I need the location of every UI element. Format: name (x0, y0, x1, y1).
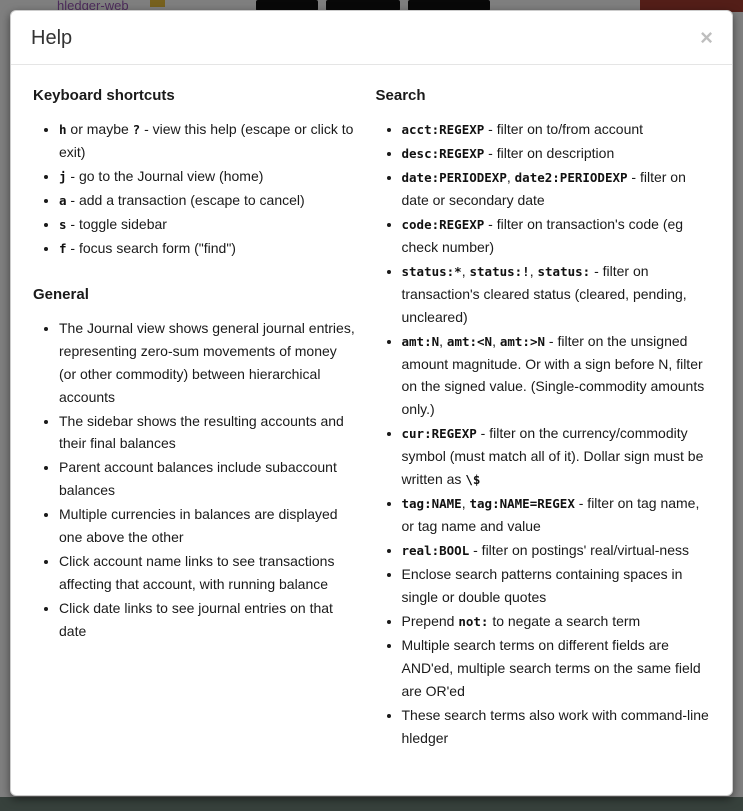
inline-text: Click account name links to see transactions affecting that account, with running balance (59, 553, 335, 593)
section-heading-general: General (33, 285, 89, 303)
section-heading-search: Search (375, 87, 426, 104)
modal-body (11, 65, 732, 780)
inline-text: Parent account balances include subaccount balances (59, 459, 337, 499)
column-right (372, 75, 713, 760)
search-list (374, 118, 713, 750)
inline-code: date2:PERIODEXP (514, 169, 628, 185)
list-item (402, 142, 713, 165)
list-item (402, 166, 713, 212)
list-item (59, 456, 356, 502)
inline-text: - filter on transaction's code (eg check number) (401, 215, 684, 255)
inline-text: The Journal view shows general journal entries, representing zero-sum movements of money (or other commodity) between hierarchical accounts (59, 319, 355, 405)
list-item (59, 237, 356, 260)
keyboard-shortcuts-list (31, 118, 356, 260)
inline-code: desc:REGEXP (401, 145, 485, 161)
modal-title: Help (31, 27, 73, 49)
list-item (402, 260, 713, 329)
inline-text: - filter on description (484, 144, 615, 161)
general-list (31, 317, 356, 643)
inline-text: Enclose search patterns containing spaces in single or double quotes (401, 566, 683, 606)
list-item (402, 704, 713, 750)
inline-code: status:! (469, 263, 530, 279)
list-item (402, 330, 713, 422)
list-item (59, 550, 356, 596)
inline-text: - filter on tag name, or tag name and value (401, 495, 700, 535)
inline-code: \$ (465, 472, 481, 488)
help-modal (10, 10, 733, 796)
inline-code: not: (458, 614, 489, 630)
inline-code: tag:NAME (401, 496, 462, 512)
inline-text: Multiple search terms on different fields are AND'ed, multiple search terms on the same field are OR'ed (401, 636, 701, 699)
inline-text: or maybe (66, 121, 133, 137)
inline-text: - add a transaction (escape to cancel) (66, 191, 305, 208)
inline-text: , (492, 332, 500, 349)
inline-code: j (59, 168, 67, 184)
inline-text: - toggle sidebar (66, 215, 167, 232)
inline-code: status:* (401, 263, 462, 279)
inline-text: These search terms also work with command-line hledger (401, 706, 709, 746)
inline-text: Prepend (401, 613, 459, 630)
inline-text: - go to the Journal view (home) (66, 167, 264, 184)
inline-text: - filter on postings' real/virtual-ness (469, 542, 689, 559)
list-item (402, 213, 713, 259)
inline-code: tag:NAME=REGEX (469, 496, 575, 512)
inline-code: cur:REGEXP (401, 426, 477, 442)
inline-code: amt:>N (499, 333, 546, 349)
inline-text: , (529, 262, 538, 279)
list-item (59, 503, 356, 549)
inline-text: - filter on the unsigned amount magnitude. Or with a sign before N, filter on the signed value. (Single-commodity amounts only.) (401, 332, 705, 418)
list-item (59, 213, 356, 236)
inline-text: - filter on to/from account (484, 121, 644, 137)
inline-text: , (506, 168, 515, 185)
list-item (59, 118, 356, 164)
inline-text: , (461, 262, 470, 279)
list-item (402, 563, 713, 609)
inline-code: amt:N (401, 333, 440, 349)
list-item (402, 118, 713, 141)
list-item (402, 422, 713, 491)
list-item (402, 634, 713, 703)
inline-text: - view this help (escape or click to exit) (59, 121, 354, 160)
modal-header (11, 11, 732, 65)
inline-text: - filter on transaction's cleared status (cleared, pending, uncleared) (401, 262, 687, 325)
inline-code: code:REGEXP (401, 216, 485, 232)
list-item (59, 410, 356, 456)
inline-text: to negate a search term (488, 613, 641, 630)
inline-code: ? (132, 122, 141, 137)
close-icon[interactable]: × (696, 25, 717, 51)
inline-text: - filter on date or secondary date (401, 168, 686, 208)
inline-code: f (59, 240, 67, 256)
inline-code: real:BOOL (401, 543, 470, 559)
inline-text: The sidebar shows the resulting accounts and their final balances (59, 412, 344, 452)
inline-text: Click date links to see journal entries on that date (59, 600, 333, 640)
inline-text: , (439, 332, 447, 349)
list-item (402, 492, 713, 538)
section-heading-keyboard-shortcuts: Keyboard shortcuts (33, 87, 175, 104)
inline-code: h (59, 122, 67, 137)
inline-text: - filter on the currency/commodity symbol (must match all of it). Dollar sign must be written as (401, 425, 704, 488)
column-left (31, 75, 372, 760)
list-item (59, 189, 356, 212)
inline-code: date:PERIODEXP (401, 169, 507, 185)
inline-code: status: (537, 263, 591, 279)
list-item (59, 597, 356, 643)
inline-code: acct:REGEXP (401, 122, 485, 137)
inline-code: s (59, 216, 67, 232)
inline-code: a (59, 192, 67, 208)
inline-code: amt:<N (446, 333, 493, 349)
list-item (59, 165, 356, 188)
inline-text: , (461, 495, 470, 512)
list-item (59, 317, 356, 409)
list-item (402, 539, 713, 562)
list-item (402, 610, 713, 633)
inline-text: Multiple currencies in balances are displayed one above the other (59, 506, 338, 546)
inline-text: - focus search form ("find") (66, 239, 236, 256)
